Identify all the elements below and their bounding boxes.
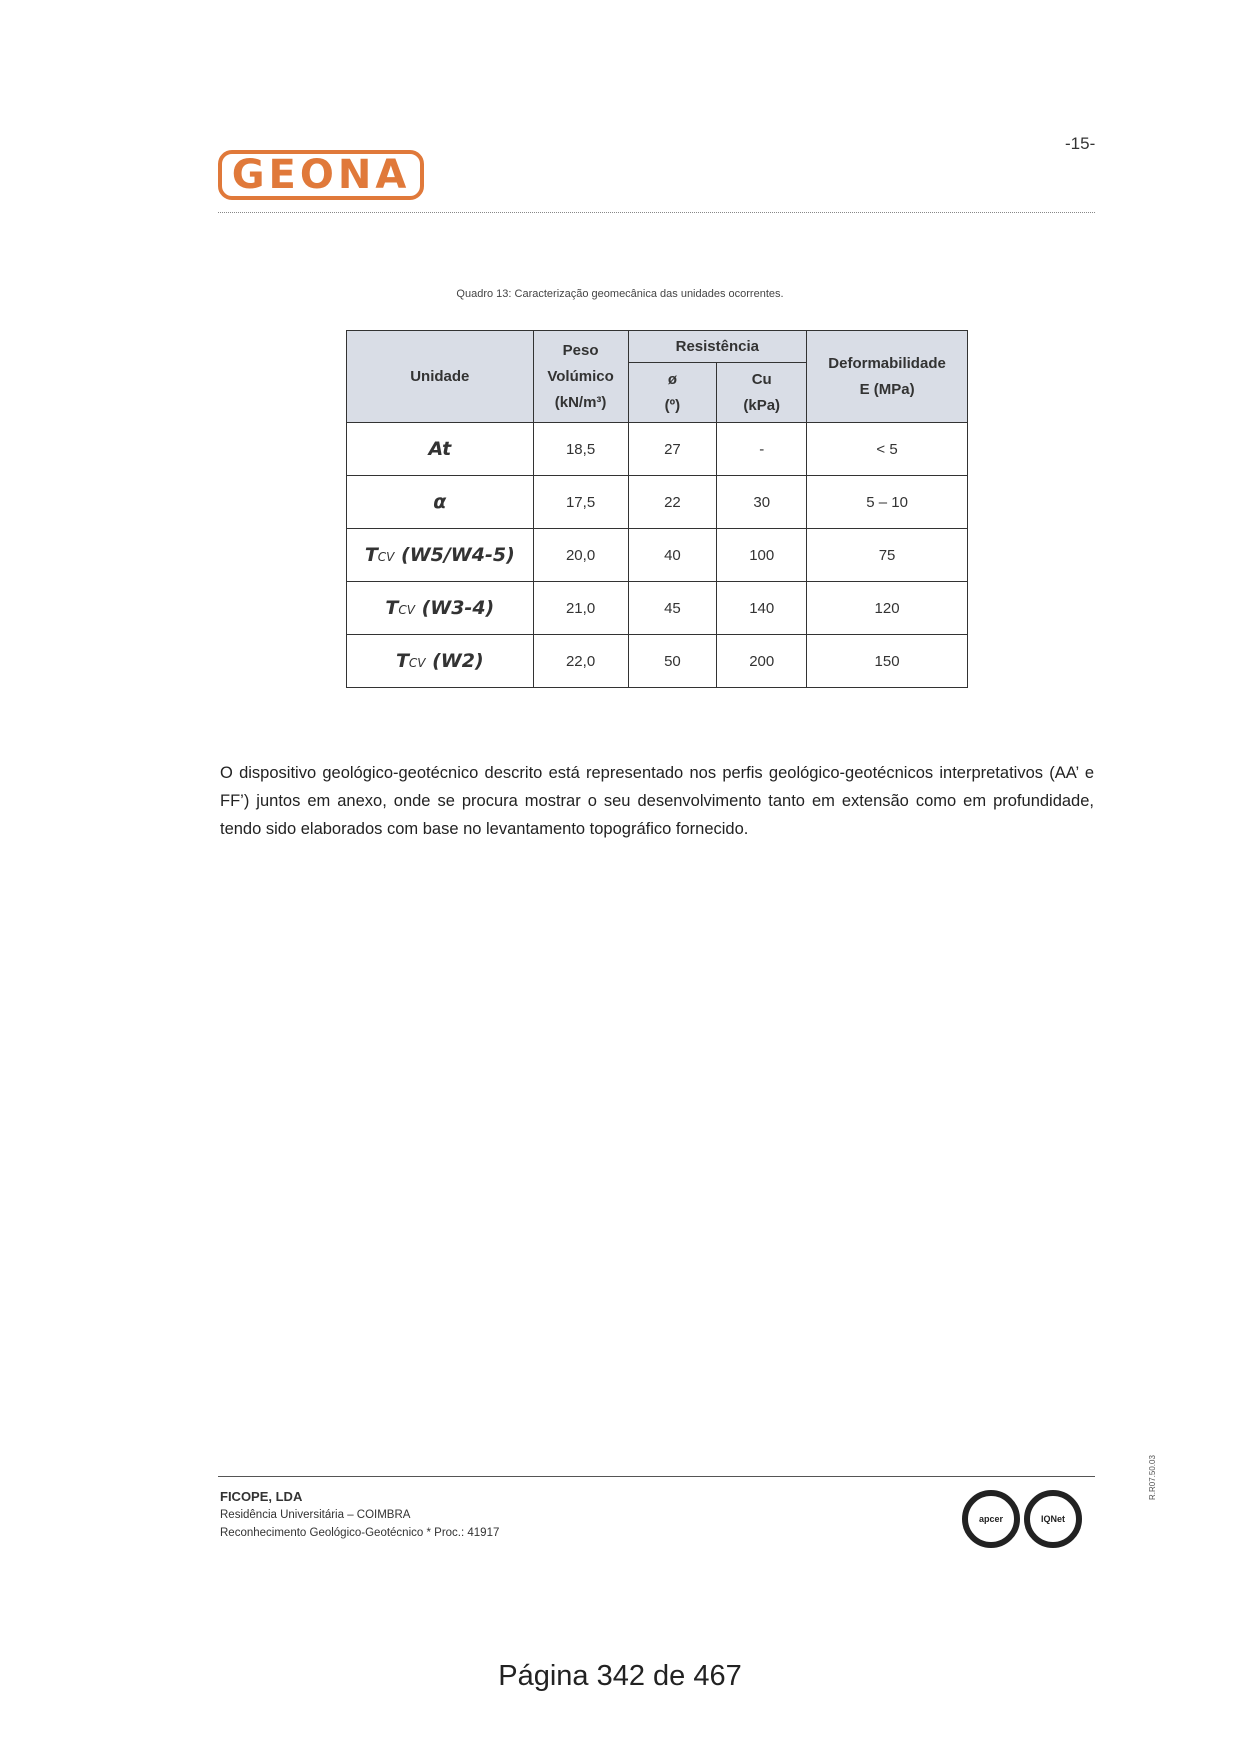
pdf-page-counter: Página 342 de 467 [498,1660,742,1692]
footer-project: Reconhecimento Geológico-Geotécnico * Proc.: 41917 [220,1527,500,1539]
footer-company: FICOPE, LDA [220,1489,303,1504]
table-row [347,476,968,529]
table-row [347,529,968,582]
cell-unidade: TCV (W5/W4-5) [347,529,534,582]
table-row [347,635,968,688]
cell-cu: 140 [717,582,807,635]
footer-address: Residência Universitária – COIMBRA [220,1509,411,1521]
cell-unidade: TCV (W3-4) [347,582,534,635]
cell-cu: - [717,423,807,476]
geomechanical-table [346,330,968,688]
cell-phi: 22 [628,476,717,529]
header-resistencia: Resistência [628,331,807,363]
cell-unidade: At [347,423,534,476]
header-phi: ø (º) [628,363,717,423]
header-unidade: Unidade [347,331,534,423]
header-cu: Cu (kPa) [717,363,807,423]
cell-deformabilidade: 150 [807,635,968,688]
logo-text: GEONA [231,152,411,198]
body-paragraph: O dispositivo geológico-geotécnico descrito está representado nos perfis geológico-geotécnicos interpretativos (AA’ e FF’) juntos em anexo, onde se procura mostrar o seu desenvolvimento tanto em extensão como em profundidade, tendo sido elaborados com base no levantamento topográfico fornecido. [220,763,1094,838]
cell-peso: 20,0 [533,529,628,582]
cell-deformabilidade: < 5 [807,423,968,476]
header-divider [218,212,1095,213]
cell-phi: 50 [628,635,717,688]
table-row [347,423,968,476]
cell-peso: 22,0 [533,635,628,688]
cell-peso: 18,5 [533,423,628,476]
cell-unidade: α [347,476,534,529]
cell-deformabilidade: 120 [807,582,968,635]
certification-seal: apcer [962,1490,1020,1548]
page-number: -15- [1065,134,1096,153]
certification-seal: IQNet [1024,1490,1082,1548]
cell-phi: 40 [628,529,717,582]
cell-unidade: TCV (W2) [347,635,534,688]
cell-deformabilidade: 5 – 10 [807,476,968,529]
header-peso-volumico: Peso Volúmico (kN/m³) [533,331,628,423]
footer-divider [218,1476,1095,1477]
cell-cu: 30 [717,476,807,529]
cell-phi: 45 [628,582,717,635]
cell-cu: 200 [717,635,807,688]
header-deformabilidade: Deformabilidade E (MPa) [807,331,968,423]
document-code: R.R07.50.03 [1148,1455,1157,1500]
footer-info [220,1488,499,1542]
cell-peso: 17,5 [533,476,628,529]
cell-phi: 27 [628,423,717,476]
table-caption: Quadro 13: Caracterização geomecânica das unidades ocorrentes. [456,288,784,300]
cell-cu: 100 [717,529,807,582]
cell-peso: 21,0 [533,582,628,635]
table-row [347,582,968,635]
company-logo [218,150,424,200]
cell-deformabilidade: 75 [807,529,968,582]
